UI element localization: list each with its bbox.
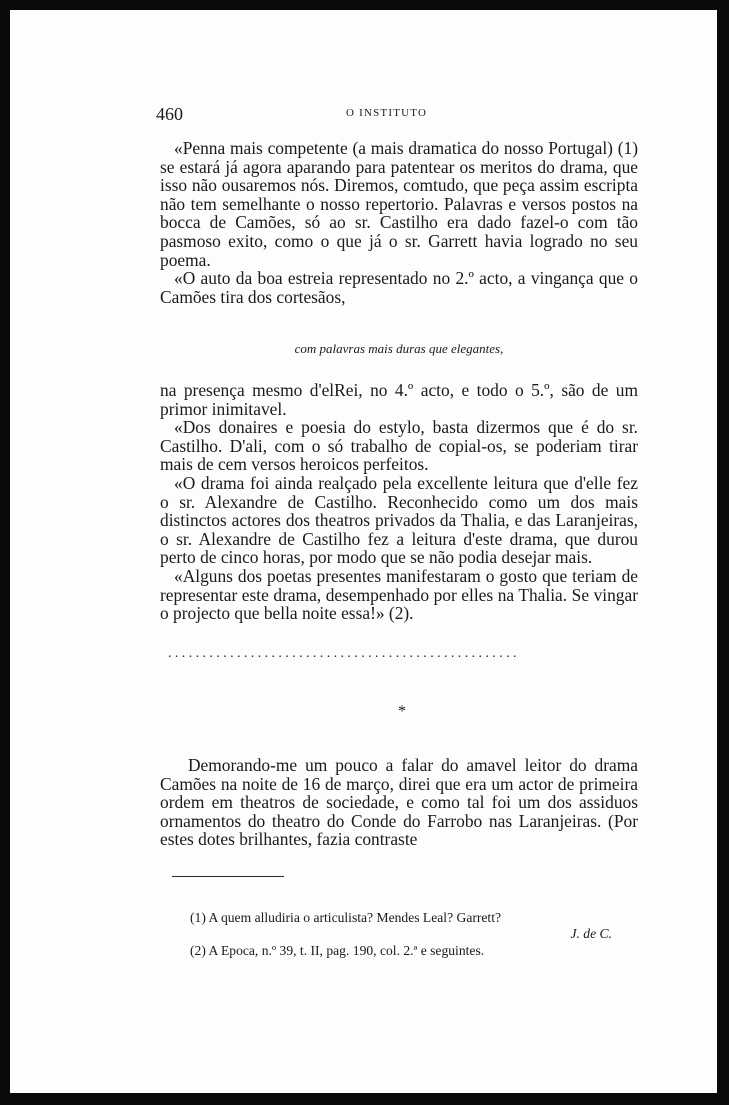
- footnote-1-signature: J. de C.: [570, 926, 612, 941]
- paragraph: «Alguns dos poetas presentes manifestaram o gosto que teriam de representar este drama, desempenhado por elles na Thalia. Se vingar o projecto que bella noite essa!» (2).: [160, 565, 638, 624]
- paragraph: «O drama foi ainda realçado pela excellente leitura que d'elle fez o sr. Alexandre de Castilho. Reconhecido como um dos mais distinctos actores dos theatros privados da Thalia, e das Laranjeiras, o sr. Alexandre de Castilho fez a leitura d'este drama, que durou perto de cinco horas, por modo que se não podia desejar mais.: [160, 472, 638, 568]
- paragraph: Demorando-me um pouco a falar do amavel leitor do drama Camões na noite de 16 de março, direi que era um actor de primeira ordem em theatros de sociedade, e como tal foi um dos assiduos ornamentos do theatro do Conde do Farrobo nas Laranjeiras. (Por estes dotes brilhantes, fazia contraste: [160, 755, 638, 850]
- body-block-1: [160, 139, 638, 306]
- footnotes: [190, 910, 612, 959]
- paragraph: «Penna mais competente (a mais dramatica do nosso Portugal) (1) se estará já agora aparando para patentear os meritos do drama, que isso não ousaremos nós. Diremos, comtudo, que peça assim escripta não tem semelhante o nosso repertorio. Palavras e versos postos na bocca de Camões, só ao sr. Castilho era dado fazel-o com tão pasmoso exito, como o que já o sr. Garrett havia logrado no seu poema.: [160, 138, 638, 270]
- paragraph: «O auto da boa estreia representado no 2.º acto, a vingança que o Camões tira dos cortesãos,: [160, 268, 638, 307]
- verse-quote: com palavras mais duras que elegantes,: [294, 341, 504, 356]
- page-header: [156, 104, 636, 122]
- footnote-2: (2) A Epoca, n.º 39, t. II, pag. 190, col. 2.ª e seguintes.: [190, 943, 485, 958]
- page: [10, 10, 717, 1093]
- footnote-rule: [172, 876, 284, 877]
- footnote-1: (1) A quem alludiria o articulista? Mendes Leal? Garrett?: [190, 910, 502, 925]
- body-block-3: [160, 756, 638, 849]
- section-asterisk: *: [398, 703, 406, 720]
- paragraph-continuation: na presença mesmo d'elRei, no 4.º acto, e todo o 5.º, são de um primor inimitavel.: [160, 380, 638, 419]
- running-title: O INSTITUTO: [346, 107, 428, 119]
- ellipsis-line: ...................................................: [168, 646, 520, 658]
- page-number: 460: [156, 104, 183, 124]
- body-block-2: [160, 381, 638, 623]
- paragraph: «Dos donaires e poesia do estylo, basta dizermos que é do sr. Castilho. D'ali, com o só trabalho de copial-os, se poderiam tirar mais de cem versos heroicos perfeitos.: [160, 417, 638, 475]
